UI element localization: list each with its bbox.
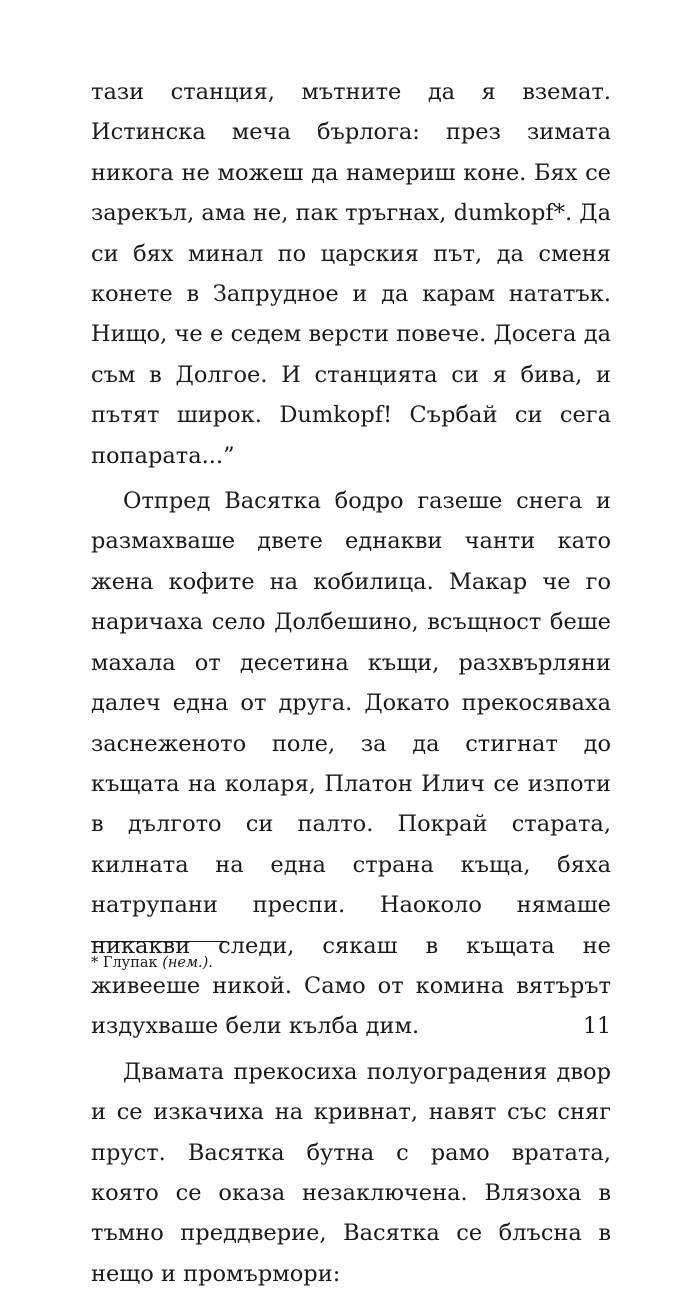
page-number: 11	[583, 1014, 611, 1039]
main-text	[91, 72, 611, 1294]
footnote-language-note: (нем.).	[162, 955, 213, 971]
paragraph-continuation: тази станция, мътните да я вземат. Истинска меча бърлога: през зимата никога не можеш да намериш коне. Бях се зарекъл, ама не, пак тръгнах, dumkopf*. Да си бях минал по царския път, да сменя конете в Запрудное и да карам нататък. Нищо, че е седем версти повече. Досега да съм в Долгое. И станцията си я бива, и пътят широк. Dumkopf! Сърбай си сега попарата...”	[91, 79, 611, 469]
footnote-divider	[91, 941, 227, 942]
footnote	[91, 953, 213, 973]
paragraph-crossing-yard: Двамата прекосиха полуоградения двор и се изкачиха на кривнат, навят със сняг пруст. Васятка бутна с рамо вратата, която се оказа незаключена. Влязоха в тъмно преддверие, Васятка се блъсна в нещо и промърмори:	[91, 1058, 611, 1287]
paragraph-vasyatka-walking: Отпред Васятка бодро газеше снега и размахваше двете еднакви чанти като жена кофите на кобилица. Макар че го наричаха село Долбешино, всъщност беше махала от десетина къщи, разхвърляни далеч една от друга. Докато прекосяваха заснеженото поле, за да стигнат до къщата на коларя, Платон Илич се изпоти в дългото си палто. Покрай старата, килната на една страна къща, бяха натрупани преспи. Наоколо нямаше никакви следи, сякаш в къщата не живееше никой. Само от комина вятърът издухваше бели кълба дим.	[91, 488, 611, 1040]
footnote-text: * Глупак	[91, 955, 158, 971]
